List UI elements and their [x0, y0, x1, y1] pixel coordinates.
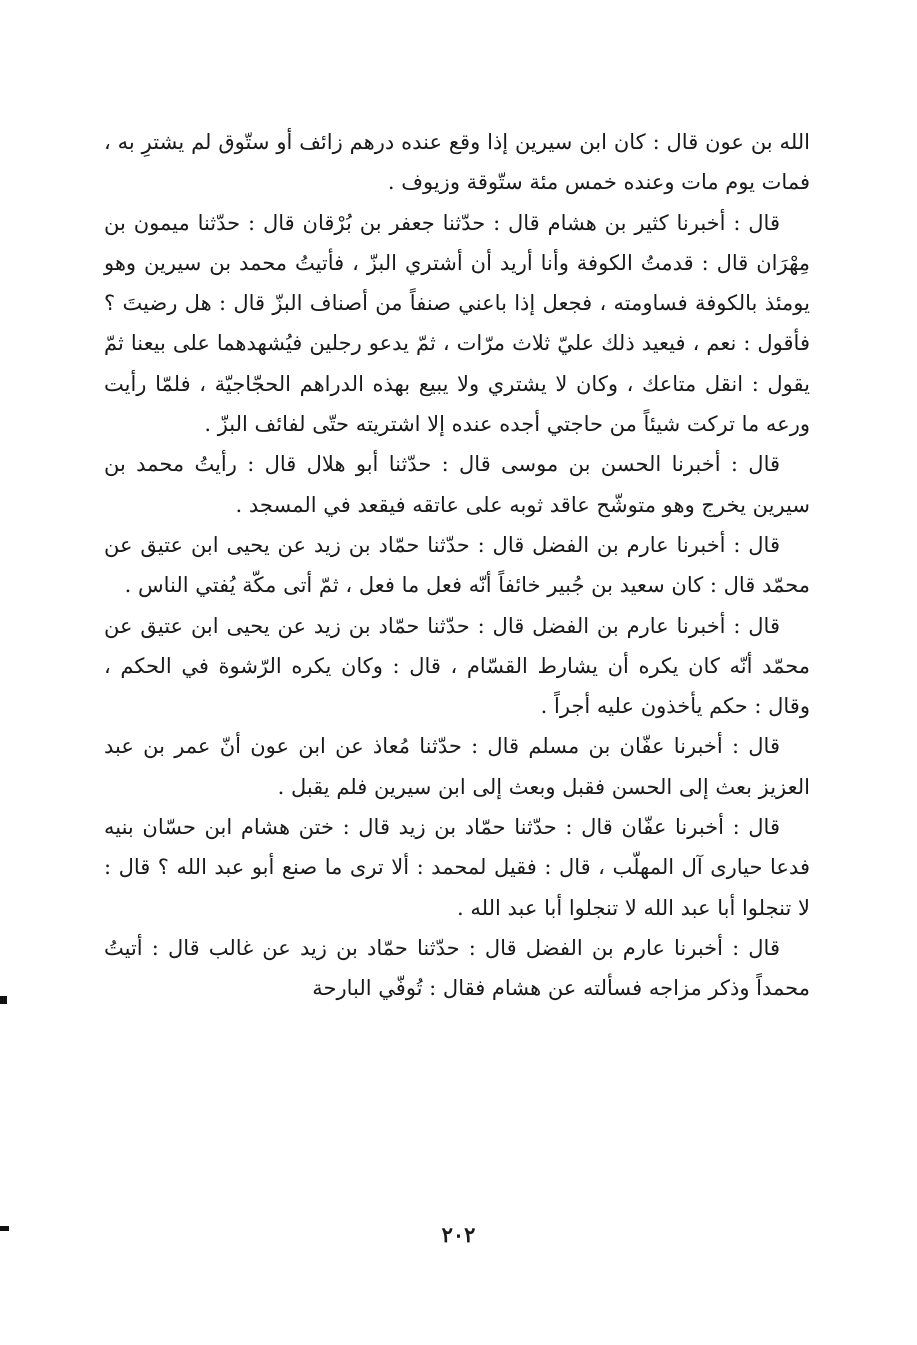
paragraph-5: قال : أخبرنا عارم بن الفضل قال : حدّثنا حمّاد بن زيد عن يحيى ابن عتيق عن محمّد أنّه كان يكره أن يشارط القسّام ، قال : وكان يكره الرّشوة في الحكم ، وقال : حكم يأخذون عليه أجراً .: [104, 613, 810, 719]
paragraph-7: قال : أخبرنا عفّان قال : حدّثنا حمّاد بن زيد قال : ختن هشام ابن حسّان بنيه فدعا حيارى آل المهلّب ، قال : فقيل لمحمد : ألا ترى ما صنع أبو عبد الله ؟ قال : لا تنجلوا أبا عبد الله لا تنجلوا أبا عبد الله .: [104, 815, 810, 920]
scan-edge-mark: [0, 1226, 9, 1231]
paragraph-2: قال : أخبرنا كثير بن هشام قال : حدّثنا جعفر بن بُرْقان قال : حدّثنا ميمون بن مِهْرَان قال : قدمتُ الكوفة وأنا أريد أن أشتري البزّ ، فأتيتُ محمد بن سيرين وهو يومئذ بالكوفة فساومته ، فجعل إذا باعني صنفاً من أصناف البزّ قال : هل رضيتَ ؟ فأقول : نعم ، فيعيد ذلك عليّ ثلاث مرّات ، ثمّ يدعو رجلين فيُشهدهما على بيعنا ثمّ يقول : انقل متاعك ، وكان لا يشتري ولا يبيع بهذه الدراهم الحجّاجيّة ، فلمّا رأيت ورعه ما تركت شيئاً من حاجتي أجده عنده إلا اشتريته حتّى لفائف البزّ .: [104, 210, 810, 437]
scan-edge-mark: [0, 996, 7, 1004]
paragraph-1: الله بن عون قال : كان ابن سيرين إذا وقع عنده درهم زائف أو ستّوق لم يشترِ به ، فمات يوم مات وعنده خمس مئة ستّوقة وزيوف .: [104, 130, 810, 195]
paragraph-3: قال : أخبرنا الحسن بن موسى قال : حدّثنا أبو هلال قال : رأيتُ محمد بن سيرين يخرج وهو متوشّح عاقد ثوبه على عاتقه فيقعد في المسجد .: [104, 452, 810, 517]
paragraph-6: قال : أخبرنا عفّان بن مسلم قال : حدّثنا مُعاذ عن ابن عون أنّ عمر بن عبد العزيز بعث إلى الحسن فقبل وبعث إلى ابن سيرين فلم يقبل .: [104, 734, 810, 799]
paragraph-8: قال : أخبرنا عارم بن الفضل قال : حدّثنا حمّاد بن زيد عن غالب قال : أتيتُ محمداً وذكر مزاجه فسألته عن هشام فقال : تُوفّي البارحة: [104, 935, 810, 1001]
page-body: [104, 122, 810, 1009]
page-number: ٢٠٢: [441, 1222, 476, 1247]
paragraph-4: قال : أخبرنا عارم بن الفضل قال : حدّثنا حمّاد بن زيد عن يحيى ابن عتيق عن محمّد قال : كان سعيد بن جُبير خائفاً أنّه فعل ما فعل ، ثمّ أتى مكّة يُفتي الناس .: [104, 532, 810, 598]
